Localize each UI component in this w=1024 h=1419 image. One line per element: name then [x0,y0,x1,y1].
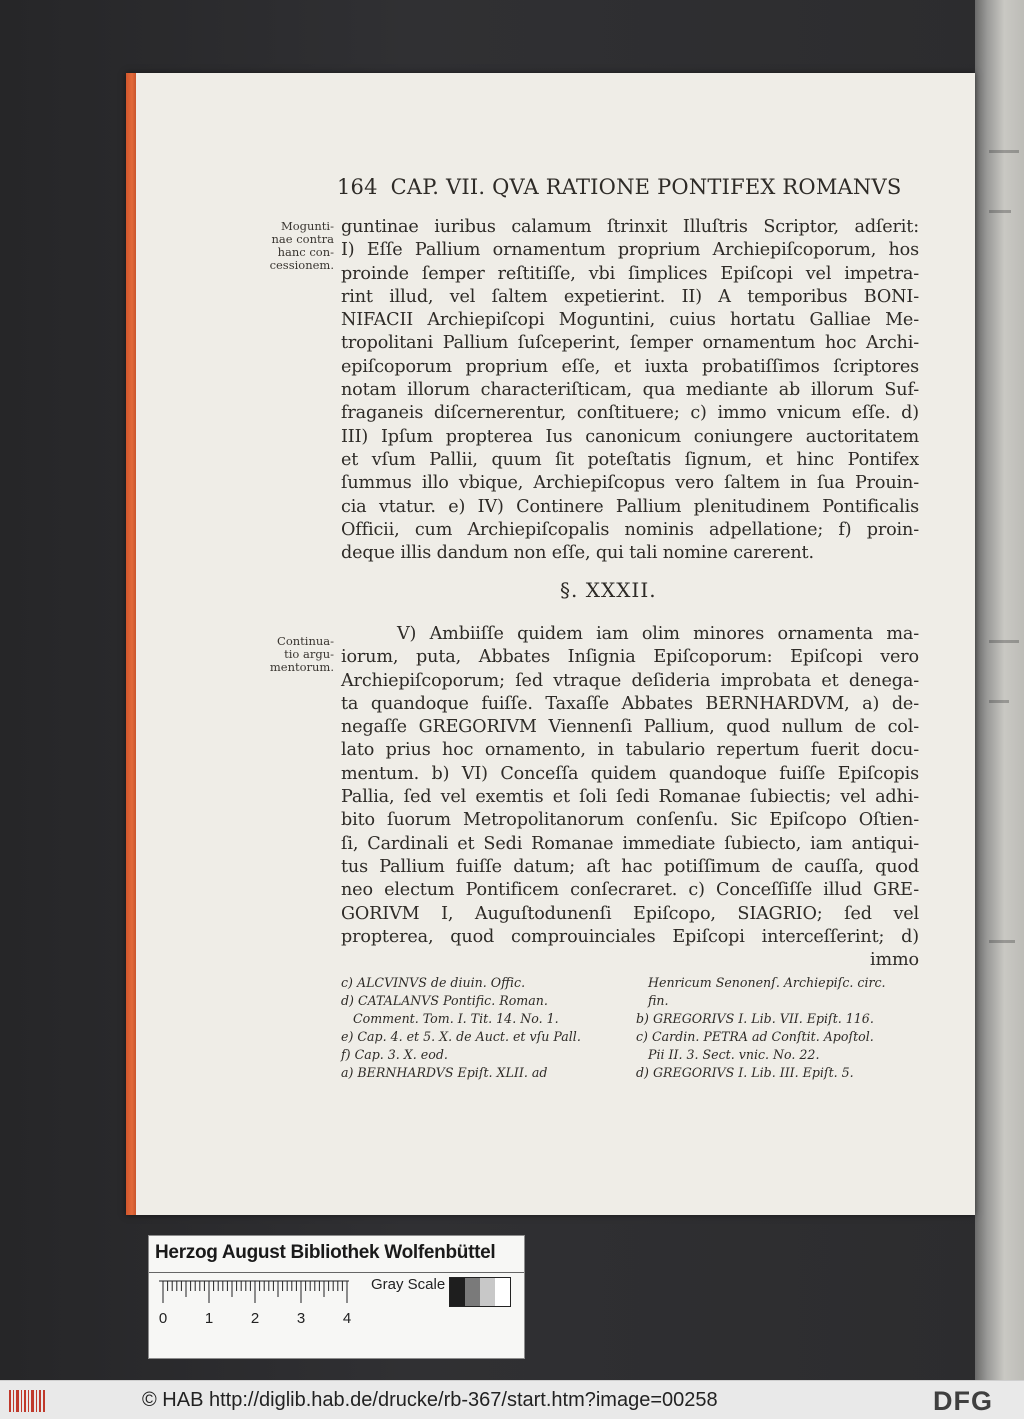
text-line: immo [870,950,919,971]
card-divider [149,1272,524,1273]
page-number: 164 [337,175,378,199]
text-line: negaſſe GREGORIVM Viennenſi Pallium, quod nullum de col- [341,717,919,738]
footer-bar [0,1380,1024,1419]
footnotes-left [341,974,631,1082]
ruler-number: 2 [250,1310,260,1327]
page-red-edge [126,73,136,1215]
text-line: neo electum Pontificem conſecraret. c) Conceſſiſſe illud GRE- [341,880,919,901]
text-line: guntinae iuribus calamum ſtrinxit Illuſtris Scriptor, adſerit: [341,217,919,237]
footnote-line: a) BERNHARDVS Epiſt. XLII. ad [341,1065,548,1080]
adjacent-page-edge [975,0,1024,1380]
text-line: NIFACII Archiepiſcopi Moguntini, cuius hortatu Galliae Me- [341,310,919,331]
footnote-line: Henricum Senonenſ. Archiepiſc. circ. [636,975,886,990]
text-line: propterea, quod comprouinciales Epiſcopi interceſſerint; d) [341,926,919,947]
footnote-line: Comment. Tom. I. Tit. 14. No. 1. [341,1011,559,1026]
text-line: ſummus illo vbique, Archiepiſcopus vero ſaltem in ſua Prouin- [341,473,919,494]
text-line: ta quandoque fuiſſe. Taxaſſe Abbates BERNHARDVM, a) de- [341,693,919,714]
barcode-icon [8,1387,48,1415]
footnote-line: Pii II. 3. Sect. vnic. No. 22. [636,1047,820,1062]
section-heading: §. XXXII. [560,578,657,602]
text-line: proinde ſemper reſtitiſſe, vbi ſimplices Epiſcopi vel impetra- [341,263,919,284]
text-line: I) Eſſe Pallium ornamentum proprium Archiepiſcoporum, hos [341,240,919,261]
gray-swatch [465,1278,480,1306]
text-line: iorum, puta, Abbates Inſignia Epiſcoporum: Epiſcopi vero [341,647,919,668]
footnote-line: e) Cap. 4. et 5. X. de Auct. et vſu Pall. [341,1029,581,1044]
footer-citation: © HAB http://diglib.hab.de/drucke/rb-367/start.htm?image=00258 [142,1389,718,1411]
gray-swatch [480,1278,495,1306]
text-line: III) Ipſum propterea Ius canonicum coniungere auctoritatem [341,426,919,447]
text-line: tus Pallium fuiſſe datum; aſt hac potiſſimum de cauſſa, quod [341,856,919,877]
text-line: fraganeis diſcernerentur, conſtituere; c) immo vnicum eſſe. d) [341,403,919,424]
ruler-number: 4 [342,1310,352,1327]
text-line: V) Ambiiſſe quidem iam olim minores ornamenta ma- [397,624,919,644]
footnote-line: fin. [636,993,669,1008]
text-line: et vſum Pallii, quum ſit poteſtatis ſignum, et hinc Pontifex [341,449,919,470]
ruler-number: 3 [296,1310,306,1327]
text-line: Officii, cum Archiepiſcopalis nominis adpellatione; f) proin- [341,519,919,540]
dfg-logo: DFG [933,1386,993,1416]
footnote-line: f) Cap. 3. X. eod. [341,1047,448,1062]
text-line: lato prius hoc ornamento, in tabulario repertum fuerit docu- [341,740,919,761]
footnotes-right [636,974,921,1082]
text-line: Archiepiſcoporum; ſed vtraque deſideria improbata et denega- [341,670,919,691]
gray-scale-label: Gray Scale [371,1276,446,1293]
footnote-line: b) GREGORIVS I. Lib. VII. Epiſt. 116. [636,1011,874,1026]
gray-swatch [450,1278,465,1306]
paragraph-2 [341,623,919,972]
margin-note: Continua- tio argu- mentorum. [269,634,334,674]
running-title: CAP. VII. QVA RATIONE PONTIFEX ROMANVS [390,175,902,199]
text-line: Pallia, ſed vel exemtis et ſoli ſedi Romanae ſubiectis; vel adhi- [341,787,919,808]
ruler-number: 0 [159,1310,168,1327]
text-line: tropolitani Pallium ſuſceperint, ſemper ornamentum hoc Archi- [341,333,919,354]
text-line: GORIVM I, Auguſtodunenſi Epiſcopo, SIAGRIO; ſed vel [341,903,919,924]
text-line: deque illis dandum non eſſe, qui tali nomine carerent. [341,543,814,564]
text-line: notam illorum characteriſticam, qua mediante ab illorum Suf- [341,380,919,401]
text-line: mentum. b) VI) Conceſſa quidem quandoque fuiſſe Epiſcopis [341,763,919,784]
running-head [337,175,902,199]
footnote-line: c) ALCVINVS de diuin. Offic. [341,975,526,990]
text-line: cia vtatur. e) IV) Continere Pallium plenitudinem Pontificalis [341,496,919,517]
text-line: rint illud, vel ſaltem expetierint. II) A temporibus BONI- [341,286,919,307]
library-name: Herzog August Bibliothek Wolfenbüttel [155,1242,496,1263]
measurement-ruler [159,1279,369,1337]
text-line: epiſcoporum proprium eſſe, et iuxta probatiſſimos ſcriptores [341,356,919,377]
gray-swatch [495,1278,510,1306]
paragraph-1 [341,216,919,565]
text-line: ſi, Cardinali et Sedi Romanae immediate ſubiecto, iam antiqui- [341,833,919,854]
gray-scale-swatches [449,1277,511,1307]
margin-note: Mogunti- nae contra hanc con- cessionem. [269,219,334,272]
footnote-line: d) CATALANVS Pontific. Roman. [341,993,548,1008]
footnote-line: d) GREGORIVS I. Lib. III. Epiſt. 5. [636,1065,854,1080]
ruler-number: 1 [204,1310,214,1327]
library-label-card [148,1235,525,1359]
footnote-line: c) Cardin. PETRA ad Conſtit. Apoſtol. [636,1029,874,1044]
text-line: bito ſuorum Metropolitanorum conſenſu. Sic Epiſcopo Oſtien- [341,810,919,831]
